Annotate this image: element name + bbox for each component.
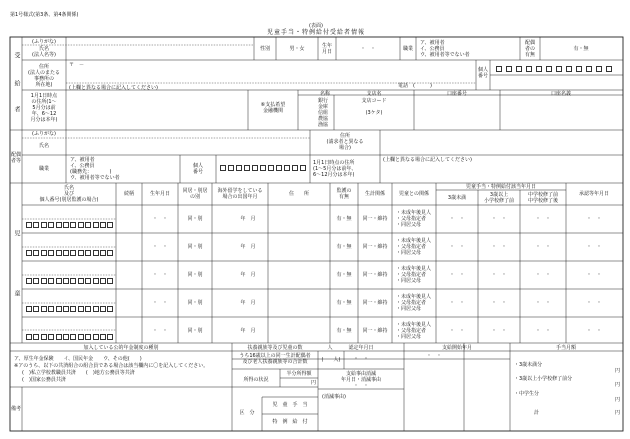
applicant-section-label-1: 受	[13, 52, 20, 64]
child-birth-cell[interactable]: ・ ・	[152, 328, 168, 334]
child-under3-cell[interactable]: ・ ・	[449, 244, 465, 250]
spouse-occupation-label: 職業	[38, 166, 50, 172]
child-personal-no-box[interactable]	[41, 278, 47, 284]
child-header-cohabit: 同居・別居 の別	[182, 188, 208, 200]
child-birth-cell[interactable]: ・ ・	[152, 216, 168, 222]
child-custody-cell[interactable]: 有・無	[336, 272, 352, 278]
elimination-label: (消滅事由)	[322, 394, 346, 400]
child-personal-no-box[interactable]	[63, 278, 69, 284]
child-approved-cell[interactable]: ・ ・	[586, 272, 602, 278]
child-personal-no-box[interactable]	[48, 306, 54, 312]
child-header-relation: 続柄	[123, 191, 135, 197]
child-personal-no-box[interactable]	[78, 250, 84, 256]
child-personal-no-box[interactable]	[70, 278, 76, 284]
bank-types[interactable]: 銀行 金庫 信組 農協 漁協	[318, 98, 329, 128]
applicant-name-label: 氏名 (法人名等)	[32, 46, 56, 58]
allowance-label: 児 童 手 当	[272, 402, 308, 408]
branch-digits-label: (3ケタ)	[365, 110, 383, 116]
child-header-abroad: 海外留学をしている 場合の出国年月	[217, 188, 263, 200]
monthly-over3: ・3歳以上小学校修了前分	[514, 376, 573, 382]
child-personal-no-box[interactable]	[85, 278, 91, 284]
child-header-custody: 監護の 有無	[336, 188, 352, 200]
child-personal-no-box[interactable]	[48, 334, 54, 340]
dependents-note: うち16歳以上の同一生計配偶者 及び老人扶養親族等の合計数	[239, 353, 311, 365]
child-header-address: 住 所	[288, 191, 310, 197]
spouse-address-label: 住所 (請求者と異なる 場合)	[326, 133, 364, 151]
child-under3-cell[interactable]: ・ ・	[449, 272, 465, 278]
spouse-section-label: 配偶 者等	[10, 152, 22, 164]
child-personal-no-box[interactable]	[78, 222, 84, 228]
form-number: 第1号様式(第3条、第4条関係)	[10, 12, 79, 18]
pension-options[interactable]: ア、厚生年金保険 イ、国民年金 ウ、その他( )	[14, 356, 142, 362]
child-personal-no-box[interactable]	[26, 250, 32, 256]
child-header-birthdate: 生年月日	[149, 191, 171, 197]
child-personal-no-box[interactable]	[100, 222, 106, 228]
spouse-presence-value[interactable]: 有・無	[573, 46, 589, 52]
child-abroad-cell[interactable]: 年 月	[240, 328, 256, 334]
child-personal-no-box[interactable]	[70, 306, 76, 312]
income-label: 所得の状況	[243, 377, 269, 383]
child-personal-no-box[interactable]	[56, 250, 62, 256]
monthly-junior-yen[interactable]: 円	[614, 397, 620, 403]
child-personal-no-box[interactable]	[85, 222, 91, 228]
spouse-note-diff: (上欄と異なる場合に記入してください)	[383, 157, 472, 163]
determination-value[interactable]: ・ ・	[353, 356, 369, 362]
income-half: 半分所得額	[286, 371, 312, 377]
occupation-options[interactable]: ア、被用者 イ、公務員 ウ、被用者等でない者	[420, 40, 470, 58]
child-personal-no-box[interactable]	[100, 250, 106, 256]
child-personal-no-box[interactable]	[100, 306, 106, 312]
dependents-paren[interactable]: ( 人)	[321, 357, 341, 363]
postal-code[interactable]: 〒 －	[69, 62, 85, 68]
payment-start-value[interactable]: ・ ・	[426, 353, 442, 359]
child-custody-cell[interactable]: 有・無	[336, 244, 352, 250]
child-cohabit-cell[interactable]: 同・別	[187, 300, 203, 306]
child-cohabit-cell[interactable]: 同・別	[187, 272, 203, 278]
child-relation-options[interactable]: ・未成年後見人 ・父母指定者 ・同居父母	[396, 238, 432, 256]
child-relation-options[interactable]: ・未成年後見人 ・父母指定者 ・同居父母	[396, 294, 432, 312]
child-livelihood-cell[interactable]: 同一・維持	[362, 272, 388, 278]
applicant-section-label-3: 者	[13, 106, 20, 118]
child-junior-cell[interactable]: ・ ・	[535, 300, 551, 306]
special-label: 特 例 給 付	[272, 419, 308, 425]
side-label: (表面)	[309, 23, 323, 29]
birthdate-label: 生年 月日	[321, 43, 333, 55]
applicant-section-label-2: 給	[13, 80, 20, 92]
birthdate-value[interactable]: ・ ・	[360, 46, 376, 52]
child-approved-cell[interactable]: ・ ・	[586, 328, 602, 334]
child-personal-no-box[interactable]	[26, 306, 32, 312]
child-approved-cell[interactable]: ・ ・	[586, 244, 602, 250]
applicant-furigana-label: (ふりがな)	[32, 39, 56, 45]
gender-label: 性別	[259, 46, 271, 52]
child-personal-no-box[interactable]	[41, 250, 47, 256]
child-personal-no-box[interactable]	[63, 250, 69, 256]
child-abroad-cell[interactable]: 年 月	[240, 244, 256, 250]
child-header-approved: 承認等年月日	[578, 191, 610, 197]
child-personal-no-box[interactable]	[93, 306, 99, 312]
child-personal-no-box[interactable]	[93, 334, 99, 340]
applicant-address-label: 住所 (法人のまたる 事務所の 所在地)	[28, 64, 60, 88]
pension-option-2[interactable]: ( )国家公務員共済	[22, 377, 66, 383]
child-personal-no-box[interactable]	[100, 278, 106, 284]
bank-col-name: 名称	[319, 91, 331, 97]
child-header-over3: 3歳以上 小学校修了前	[483, 192, 515, 204]
child-personal-no-box[interactable]	[78, 306, 84, 312]
child-personal-no-box[interactable]	[33, 306, 39, 312]
child-relation-options[interactable]: ・未成年後見人 ・父母指定者 ・同居父母	[396, 210, 432, 228]
spouse-occupation-options[interactable]: ア、被用者 イ、公務員 (職務先： ) ウ、被用者等でない者	[70, 157, 120, 181]
bank-section-label: ⑥支払希望 金融機関	[260, 102, 286, 114]
child-birth-cell[interactable]: ・ ・	[152, 272, 168, 278]
child-livelihood-cell[interactable]: 同一・維持	[362, 328, 388, 334]
child-junior-cell[interactable]: ・ ・	[535, 272, 551, 278]
child-cohabit-cell[interactable]: 同・別	[187, 244, 203, 250]
child-personal-no-box[interactable]	[63, 222, 69, 228]
child-over3-cell[interactable]: ・ ・	[491, 328, 507, 334]
payment-start-header: 支給開始年月	[441, 345, 473, 351]
child-header-name: 氏名 及び 個人番号(別居監護の場合)	[39, 185, 99, 203]
child-custody-cell[interactable]: 有・無	[336, 328, 352, 334]
spouse-presence-label: 配偶 者の 有無	[524, 40, 536, 58]
bank-col-account-name: 口座名義	[550, 91, 572, 97]
child-over3-cell[interactable]: ・ ・	[491, 216, 507, 222]
children-section-label-2: 童	[13, 290, 20, 302]
child-custody-cell[interactable]: 有・無	[336, 216, 352, 222]
monthly-over3-yen[interactable]: 円	[614, 382, 620, 388]
bank-col-account-no: 口座番号	[446, 91, 468, 97]
child-cohabit-cell[interactable]: 同・別	[187, 216, 203, 222]
remarks-label: 備考	[10, 406, 22, 412]
child-personal-no-box[interactable]	[107, 222, 113, 228]
child-livelihood-cell[interactable]: 同一・維持	[362, 300, 388, 306]
child-personal-no-box[interactable]	[56, 306, 62, 312]
phone-label[interactable]: 電話 ( )	[398, 83, 432, 89]
child-personal-no-box[interactable]	[33, 222, 39, 228]
child-personal-no-box[interactable]	[85, 250, 91, 256]
child-personal-no-box[interactable]	[33, 278, 39, 284]
child-abroad-cell[interactable]: 年 月	[240, 216, 256, 222]
child-junior-cell[interactable]: ・ ・	[535, 244, 551, 250]
child-custody-cell[interactable]: 有・無	[336, 300, 352, 306]
monthly-total-yen[interactable]: 円	[614, 410, 620, 416]
pension-note: ※アのうち、以下の共済組合の組合員である場合は該当欄内に〇を記入してください。	[14, 363, 209, 369]
child-junior-cell[interactable]: ・ ・	[535, 216, 551, 222]
child-birth-cell[interactable]: ・ ・	[152, 300, 168, 306]
child-relation-options[interactable]: ・未成年後見人 ・父母指定者 ・同居父母	[396, 266, 432, 284]
child-approved-cell[interactable]: ・ ・	[586, 216, 602, 222]
child-personal-no-box[interactable]	[56, 222, 62, 228]
gender-value[interactable]: 男・女	[289, 46, 305, 52]
child-personal-no-box[interactable]	[56, 278, 62, 284]
dependents-header: 扶養親族等及び児童の数	[247, 345, 303, 351]
monthly-junior: ・中学生分	[514, 391, 540, 397]
child-header-junior-high: 中学校修了前 中学校修了後	[527, 192, 559, 204]
child-personal-no-box[interactable]	[33, 334, 39, 340]
branch-code-label: 支店コード	[361, 98, 387, 104]
child-livelihood-cell[interactable]: 同一・維持	[362, 216, 388, 222]
spouse-name-label: 氏名	[38, 143, 50, 149]
child-header-relation-type: 児童との関係	[398, 191, 430, 197]
dependents-unit: 人	[327, 345, 333, 351]
child-personal-no-box[interactable]	[63, 306, 69, 312]
child-livelihood-cell[interactable]: 同一・維持	[362, 244, 388, 250]
determination-header: 認定年月日	[348, 345, 374, 351]
child-over3-cell[interactable]: ・ ・	[491, 244, 507, 250]
monthly-under3: ・3歳未満分	[514, 362, 543, 368]
child-personal-no-box[interactable]	[93, 222, 99, 228]
child-junior-cell[interactable]: ・ ・	[535, 328, 551, 334]
child-personal-no-box[interactable]	[41, 222, 47, 228]
child-personal-no-box[interactable]	[41, 306, 47, 312]
applicant-note-diff: (上欄と異なる場合に記入してください)	[69, 85, 158, 91]
child-personal-no-box[interactable]	[70, 334, 76, 340]
payment-stop-label: 支給事由消滅 年月日・消滅事由	[340, 371, 382, 383]
child-header-under3: 3歳未満	[447, 195, 467, 201]
child-personal-no-box[interactable]	[33, 250, 39, 256]
child-relation-options[interactable]: ・未成年後見人 ・父母指定者 ・同居父母	[396, 322, 432, 340]
child-under3-cell[interactable]: ・ ・	[449, 300, 465, 306]
payment-stop-value[interactable]: ・ ・	[353, 383, 369, 389]
pension-option-1[interactable]: ( )私立学校教職員共済 ( )地方公務員等共済	[22, 370, 135, 376]
occupation-label: 職業	[402, 46, 414, 52]
child-personal-no-box[interactable]	[48, 250, 54, 256]
child-birth-cell[interactable]: ・ ・	[152, 244, 168, 250]
child-under3-cell[interactable]: ・ ・	[449, 216, 465, 222]
child-personal-no-box[interactable]	[41, 334, 47, 340]
child-over3-cell[interactable]: ・ ・	[491, 272, 507, 278]
child-personal-no-box[interactable]	[56, 334, 62, 340]
monthly-total: 計	[534, 410, 540, 416]
spouse-furigana-label: (ふりがな)	[32, 131, 56, 137]
children-section-label-1: 児	[13, 230, 20, 242]
income-amount[interactable]: 円	[310, 380, 316, 386]
child-header-amount-group: 児童手当・特例給付該当年月日	[465, 184, 537, 190]
child-personal-no-box[interactable]	[107, 334, 113, 340]
child-over3-cell[interactable]: ・ ・	[491, 300, 507, 306]
monthly-under3-yen[interactable]: 円	[614, 368, 620, 374]
spouse-jan1-label: 1月1日時点の住所 (1～5月分は前年、 6～12月分は本年)	[313, 160, 357, 178]
child-personal-no-box[interactable]	[100, 334, 106, 340]
child-personal-no-box[interactable]	[93, 250, 99, 256]
child-personal-no-box[interactable]	[107, 278, 113, 284]
child-personal-no-box[interactable]	[26, 222, 32, 228]
child-approved-cell[interactable]: ・ ・	[586, 300, 602, 306]
child-personal-no-box[interactable]	[26, 278, 32, 284]
child-personal-no-box[interactable]	[78, 334, 84, 340]
child-personal-no-box[interactable]	[48, 278, 54, 284]
child-personal-no-box[interactable]	[85, 306, 91, 312]
child-personal-no-box[interactable]	[26, 334, 32, 340]
child-personal-no-box[interactable]	[107, 250, 113, 256]
child-personal-no-box[interactable]	[78, 278, 84, 284]
bank-col-branch: 支店名	[366, 91, 382, 97]
child-personal-no-box[interactable]	[93, 278, 99, 284]
spouse-personal-no-label: 個人 番号	[192, 163, 204, 175]
child-personal-no-box[interactable]	[70, 250, 76, 256]
child-abroad-cell[interactable]: 年 月	[240, 300, 256, 306]
category-label: 区 分	[239, 410, 255, 416]
jan1-address-label: 1月1日時点 の住所(1～ 5月分は前 年、6～12 月分は本年)	[30, 93, 58, 123]
pension-header: 加入している公的年金制度の種別	[83, 345, 159, 351]
child-personal-no-box[interactable]	[63, 334, 69, 340]
child-personal-no-box[interactable]	[70, 222, 76, 228]
child-header-livelihood: 生計関係	[364, 191, 386, 197]
child-cohabit-cell[interactable]: 同・別	[187, 328, 203, 334]
monthly-header: 手当月額	[555, 345, 577, 351]
child-abroad-cell[interactable]: 年 月	[240, 272, 256, 278]
child-under3-cell[interactable]: ・ ・	[449, 328, 465, 334]
form-title: 児童手当・特例給付受給者情報	[266, 29, 366, 36]
child-personal-no-box[interactable]	[107, 306, 113, 312]
child-personal-no-box[interactable]	[48, 222, 54, 228]
child-personal-no-box[interactable]	[85, 334, 91, 340]
applicant-personal-no-label: 個人 番号	[477, 67, 489, 79]
